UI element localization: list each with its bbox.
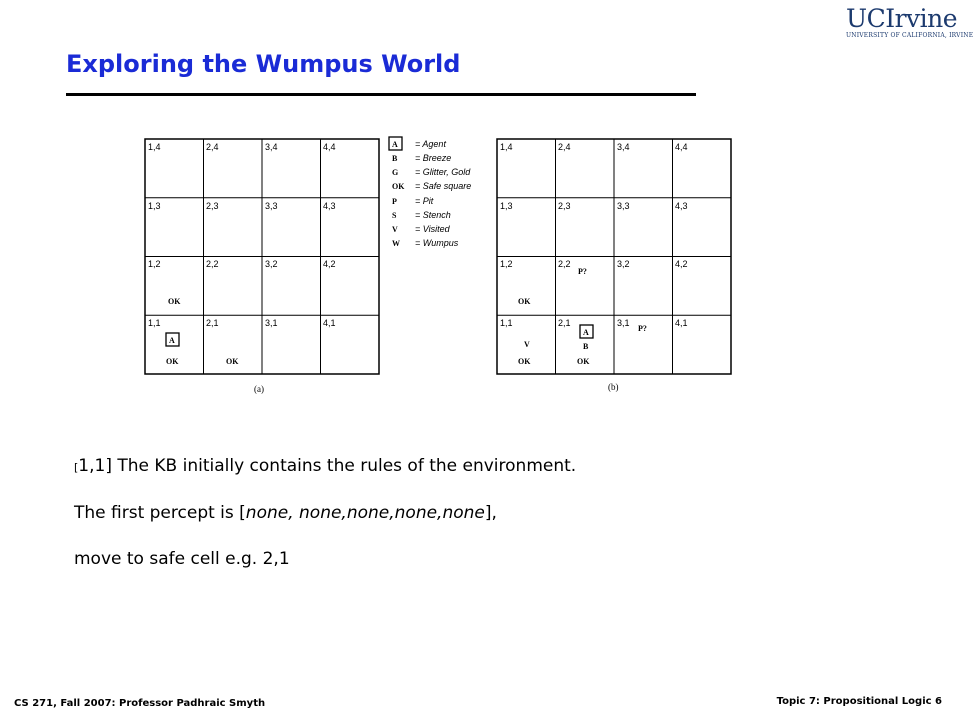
cell-label: 4,2 [323,259,336,269]
cell-label: 1,2 [148,259,161,269]
pit-question-marker: P? [638,324,647,333]
title-underline [66,93,696,96]
cell-label: 2,3 [558,201,571,211]
breeze-marker: B [583,342,589,351]
legend-symbol: OK [392,182,405,191]
cell-label: 3,4 [265,142,278,152]
percept-values: none, none,none,none,none [245,503,485,523]
cell-label: 2,1 [558,318,571,328]
cell-label: 4,3 [675,201,688,211]
cell-label: 1,1 [148,318,161,328]
caption-b: (b) [608,382,619,392]
cell-label: 2,2 [206,259,219,269]
body-line-2-start: The first percept is [ [74,503,246,523]
cell-label: 4,4 [323,142,336,152]
pit-question-marker: P? [578,267,587,276]
footer-topic: Topic 7: Propositional Logic 6 [776,696,942,707]
cell-label: 1,1 [500,318,513,328]
cell-label: 2,3 [206,201,219,211]
cell-label: 4,2 [675,259,688,269]
cell-label: 3,3 [617,201,630,211]
legend-text: = Visited [415,224,450,234]
cell-label: 2,2 [558,259,571,269]
cell-label: 2,4 [558,142,571,152]
legend-symbol: S [392,211,397,220]
ok-marker: OK [518,297,531,306]
cell-label: 3,2 [265,259,278,269]
visited-marker: V [524,340,530,349]
legend-text: = Glitter, Gold [415,167,471,177]
cell-label: 2,1 [206,318,219,328]
bracket-glyph: [ [74,461,79,474]
cell-label: 3,4 [617,142,630,152]
legend-symbol: W [392,239,400,248]
cell-label: 3,1 [617,318,630,328]
caption-a: (a) [254,384,264,394]
grid-b [497,139,731,392]
footer-course: CS 271, Fall 2007: Professor Padhraic Smyth [14,698,266,709]
cell-label: 3,3 [265,201,278,211]
wumpus-world-figure [130,128,740,398]
legend-text: = Breeze [415,153,452,163]
agent-marker: A [583,328,589,337]
cell-label: 1,3 [148,201,161,211]
cell-label: 4,1 [323,318,336,328]
body-line-2 [74,503,497,523]
logo-wordmark: UCIrvine [846,4,958,33]
legend-symbol: P [392,197,397,206]
body-line-3: move to safe cell e.g. 2,1 [74,549,290,569]
legend-text: = Wumpus [415,238,459,248]
cell-label: 4,4 [675,142,688,152]
legend-text: = Stench [415,210,451,220]
cell-label: 4,3 [323,201,336,211]
legend-symbol: B [392,154,398,163]
ok-marker: OK [518,357,531,366]
legend-symbol: G [392,168,399,177]
cell-label: 1,4 [148,142,161,152]
agent-marker: A [169,336,175,345]
ok-marker: OK [168,297,181,306]
cell-label: 1,4 [500,142,513,152]
body-line-2-end: ], [484,503,497,523]
slide-title: Exploring the Wumpus World [66,50,461,78]
grid-a [145,139,379,394]
legend-symbol: A [392,140,398,149]
cell-label: 1,3 [500,201,513,211]
logo-subtitle: UNIVERSITY OF CALIFORNIA, IRVINE [846,32,973,39]
body-line-1 [74,456,576,476]
legend-text: = Safe square [415,181,472,191]
legend-text: = Pit [415,196,434,206]
cell-label: 4,1 [675,318,688,328]
legend-text: = Agent [415,139,446,149]
ok-marker: OK [166,357,179,366]
ok-marker: OK [577,357,590,366]
legend-symbol: V [392,225,398,234]
legend [389,137,471,248]
body-line-1-text: 1,1] The KB initially contains the rules of the environment. [78,456,577,476]
cell-label: 3,1 [265,318,278,328]
ok-marker: OK [226,357,239,366]
cell-label: 2,4 [206,142,219,152]
cell-label: 3,2 [617,259,630,269]
cell-label: 1,2 [500,259,513,269]
uci-logo [846,4,973,44]
